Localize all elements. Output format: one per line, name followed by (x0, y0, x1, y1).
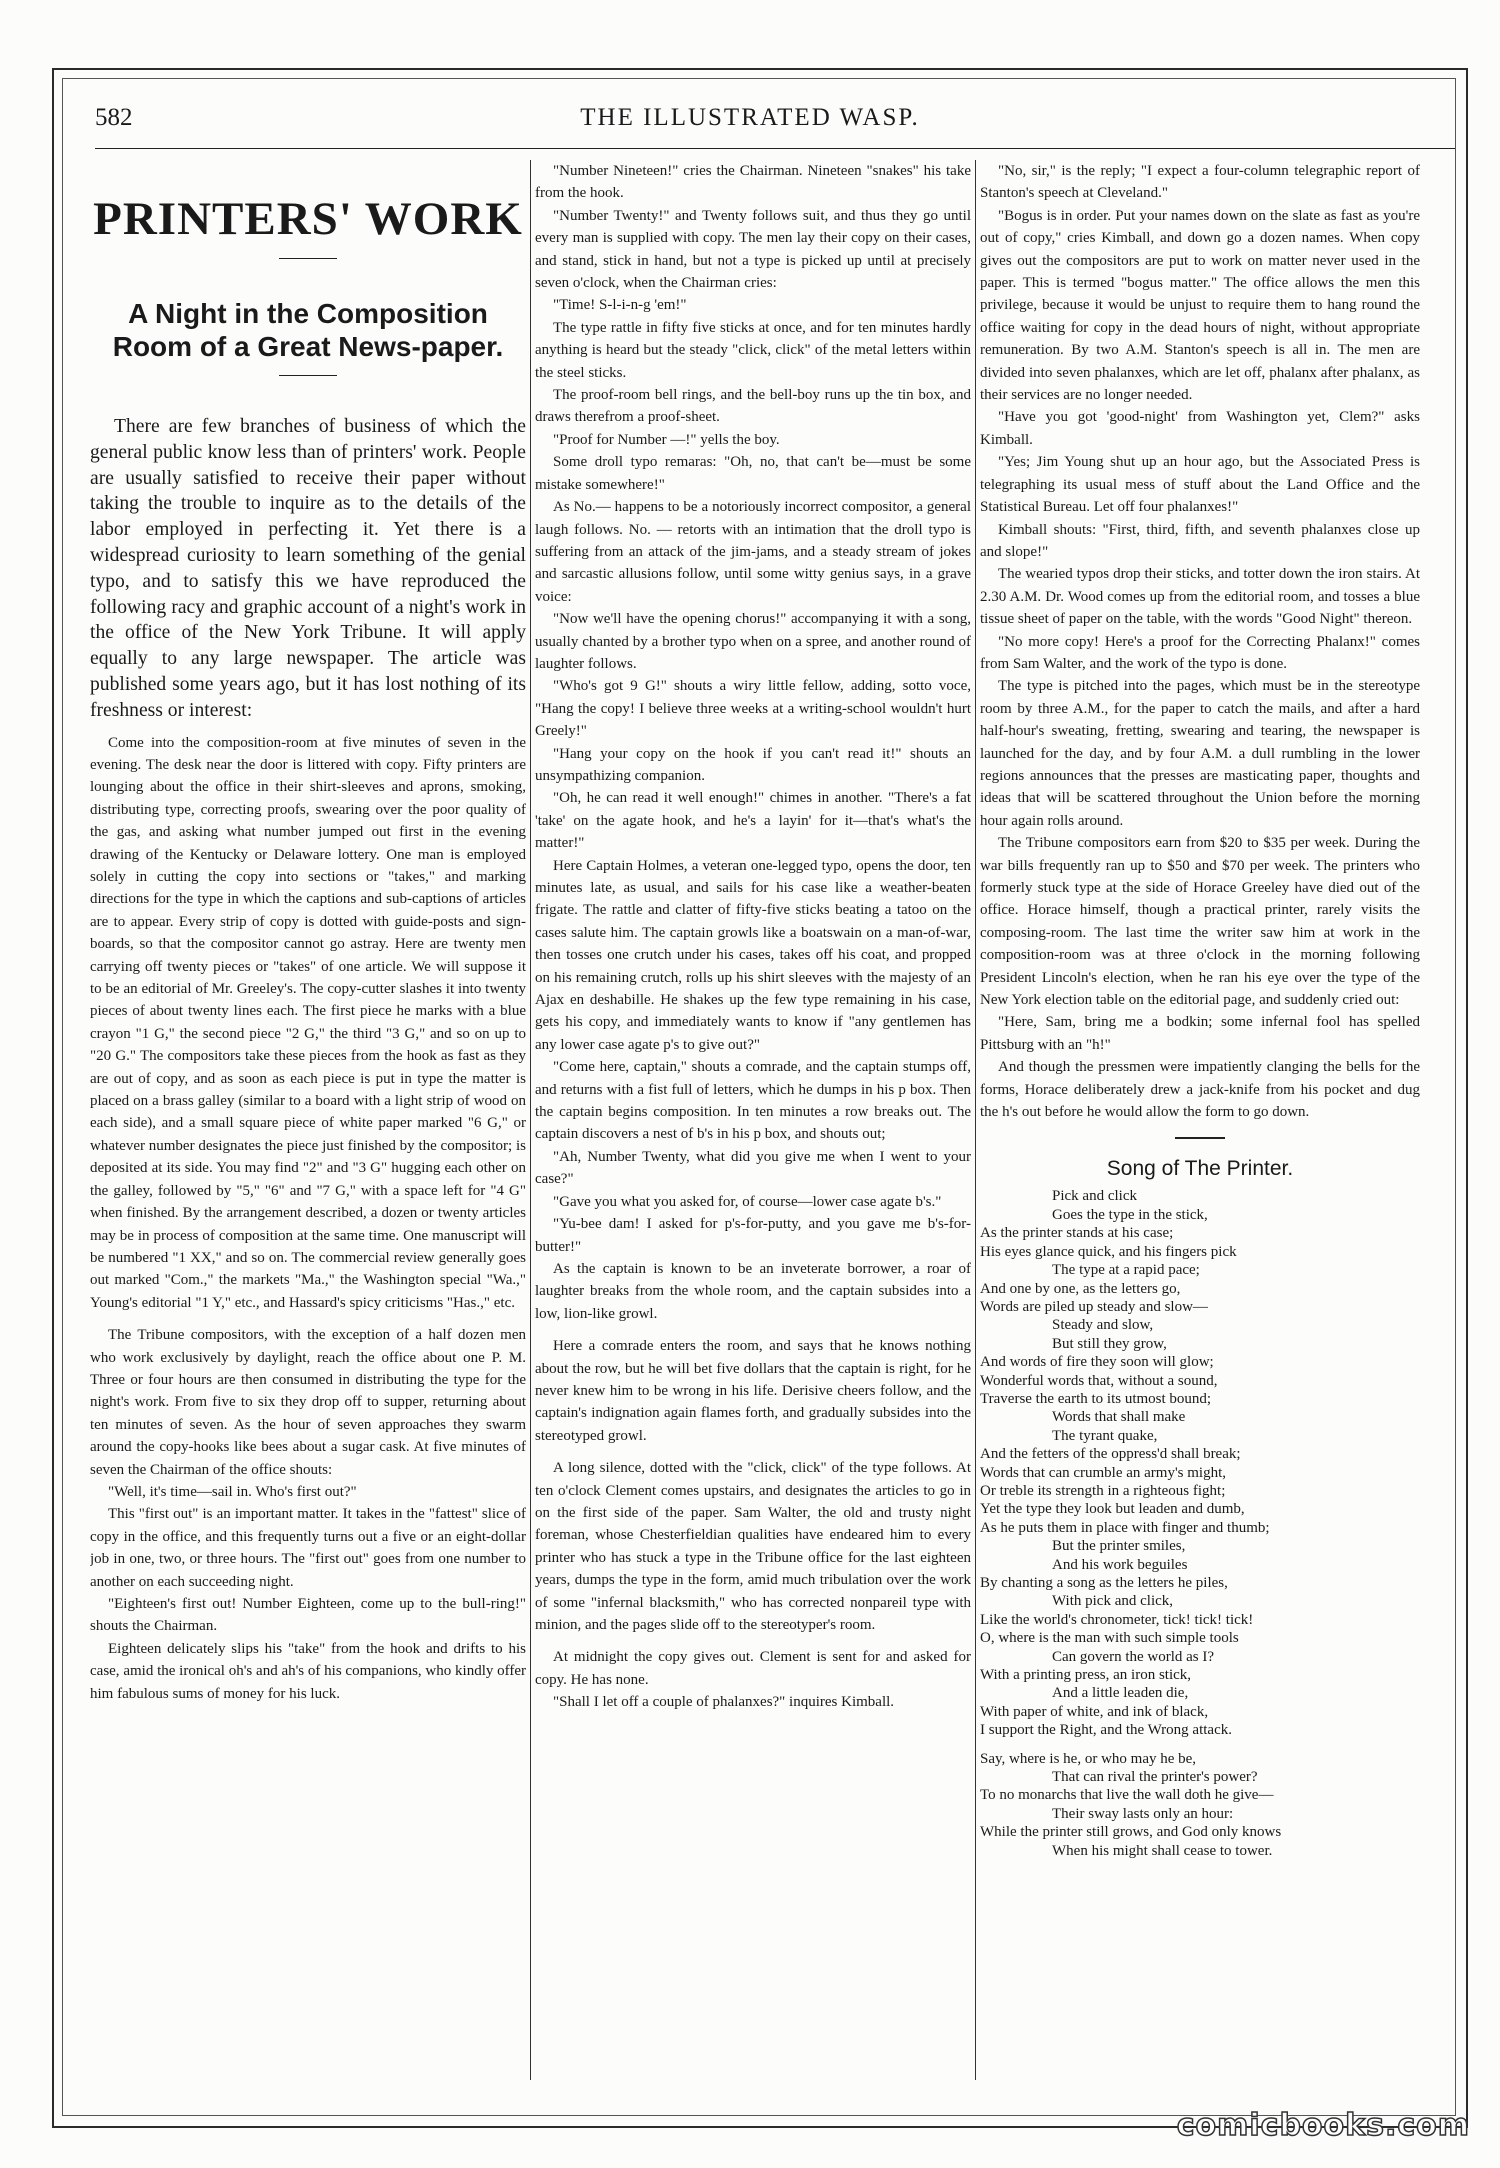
paragraph: "Proof for Number —!" yells the boy. (553, 431, 780, 448)
article-title: PRINTERS' WORK (93, 193, 523, 245)
paragraph: "Well, it's time—sail in. Who's first out?" (108, 1483, 357, 1500)
poem-line: To no monarchs that live the wall doth he give— (980, 1787, 1274, 1804)
poem-line: Steady and slow, (1052, 1317, 1154, 1334)
paragraph: "Number Nineteen!" cries the Chairman. Nineteen "snakes" his take from the hook. (535, 163, 971, 202)
poem-line: That can rival the printer's power? (1052, 1769, 1258, 1786)
paragraph: Kimball shouts: "First, third, fifth, and seventh phalanxes close up and slope!" (980, 521, 1420, 560)
paragraph: "No more copy! Here's a proof for the Correcting Phalanx!" comes from Sam Walter, and the work of the typo is done. (980, 633, 1420, 672)
paragraph: "Gave you what you asked for, of course—lower case agate b's." (553, 1193, 942, 1210)
poem-line: I support the Right, and the Wrong attack. (980, 1722, 1232, 1739)
poem-line: As he puts them in place with finger and thumb; (980, 1519, 1270, 1536)
poem-line: Like the world's chronometer, tick! tick! tick! (980, 1611, 1254, 1628)
paragraph: A long silence, dotted with the "click, click" of the type follows. At ten o'clock Clement comes upstairs, and designates the articles to go in on the first side of the paper. Sam Walter, the old and trusty night foreman, whose Chesterfieldian qualities have endeared him to every printer who has stuck a type in the Tribune office for the last eighteen years, dumps the type in the form, amid much tribulation over the work of some "infernal blacksmith," who has corrected nonpareil type with minion, and the pages slide off to the stereotyper's room. (535, 1460, 971, 1633)
poem-line: O, where is the man with such simple tools (980, 1630, 1239, 1647)
poem-line (980, 1740, 1420, 1750)
poem-line: When his might shall cease to tower. (1052, 1842, 1273, 1859)
page-number: 582 (95, 104, 133, 131)
paragraph: Eighteen delicately slips his "take" from the hook and drifts to his case, amid the ironical oh's and ah's of his companions, who kindly offer him fabulous sums of money for his luck. (90, 1640, 526, 1702)
paragraph: "Shall I let off a couple of phalanxes?" inquires Kimball. (553, 1694, 895, 1711)
paragraph: "Have you got 'good-night' from Washington yet, Clem?" asks Kimball. (980, 409, 1420, 448)
paragraph: As No.— happens to be a notoriously incorrect compositor, a general laugh follows. No. — retorts with an intimation that the droll typo is suffering from an attack of the jim-jams, and a steady stream of jokes and sarcastic allusions follow, until some witty genius says, in a grave voice: (535, 499, 971, 605)
paragraph: The Tribune compositors, with the exception of a half dozen men who work exclusively by daylight, reach the office about one P. M. Three or four hours are then consumed in distributing the type for the night's work. From five to six they drop off to supper, returning about ten minutes of seven. As the hour of seven approaches they swarm around the copy-hooks like bees about a sugar cask. At five minutes of seven the Chairman of the office shouts: (90, 1327, 526, 1478)
paragraph: The Tribune compositors earn from $20 to $35 per week. During the war bills frequently ran up to $50 and $70 per week. The printers who formerly stuck type at the side of Horace Greeley have died out of the office. Horace himself, though a practical printer, rarely visits the composing-room. The last time the writer saw him at work in the composition-room was at three o'clock in the morning following President Lincoln's election, when he ran his eye over the type of the New York election table on the editorial page, and suddenly cried out: (980, 835, 1420, 1009)
poem (980, 1187, 1420, 1860)
poem-line: While the printer still grows, and God only knows (980, 1824, 1282, 1841)
paragraph: "Yu-bee dam! I asked for p's-for-putty, and you gave me b's-for-butter!" (535, 1216, 971, 1255)
article-subtitle: A Night in the Composition Room of a Great News-paper. (112, 298, 504, 362)
poem-line: Their sway lasts only an hour: (1052, 1805, 1234, 1822)
poem-line: Pick and click (1052, 1188, 1137, 1205)
poem-line: As the printer stands at his case; (980, 1225, 1174, 1242)
paragraph: "Here, Sam, bring me a bodkin; some infernal fool has spelled Pittsburg with an "h!" (980, 1014, 1420, 1053)
running-head: THE ILLUSTRATED WASP. (580, 104, 920, 131)
paragraph: The proof-room bell rings, and the bell-boy runs up the tin box, and draws therefrom a proof-sheet. (535, 387, 971, 426)
poem-line: And the fetters of the oppress'd shall break; (980, 1446, 1241, 1463)
poem-line: With paper of white, and ink of black, (980, 1703, 1209, 1720)
article-intro: There are few branches of business of which the general public know less than of printers' work. People are usually satisfied to receive their paper without taking the trouble to inquire as to the details of the labor employed in perfecting it. Yet there is a widespread curiosity to learn something of the genial typo, and to satisfy this we have reproduced the following racy and graphic account of a night's work in the office of the New York Tribune. It will apply equally to any large newspaper. The article was published some years ago, but it has lost nothing of its freshness or interest: (90, 416, 526, 721)
poem-line: His eyes glance quick, and his fingers pick (980, 1243, 1237, 1260)
poem-line: The type at a rapid pace; (1052, 1262, 1200, 1279)
poem-line: Goes the type in the stick, (1052, 1206, 1208, 1223)
poem-line: With pick and click, (1052, 1593, 1174, 1610)
paragraph: "Time! S-l-i-n-g 'em!" (553, 297, 687, 314)
poem-title: Song of The Printer. (1106, 1157, 1294, 1181)
header-rule (95, 148, 1455, 149)
paragraph: The type rattle in fifty five sticks at once, and for ten minutes hardly anything is heard but the steady "click, click" of the metal letters within the steel sticks. (535, 319, 971, 381)
paragraph: And though the pressmen were impatiently clanging the bells for the forms, Horace deliberately drew a jack-knife from his pocket and dug the h's out before he would allow the form to go down. (980, 1059, 1420, 1121)
paragraph: The type is pitched into the pages, which must be in the stereotype room by three A.M., for the paper to catch the mails, and after a hard half-hour's sweating, fretting, swearing and tearing, the newspaper is launched for the day, and by four A.M. a dull rumbling in the lower regions announces that the presses are masticating paper, thoughts and ideas that will be scattered throughout the Union before the morning hour again rolls around. (980, 678, 1420, 829)
poem-line: Wonderful words that, without a sound, (980, 1372, 1218, 1389)
paragraph: Some droll typo remaras: "Oh, no, that can't be—must be some mistake somewhere!" (535, 454, 971, 493)
poem-line: But the printer smiles, (1052, 1538, 1186, 1555)
title-rule (279, 258, 337, 259)
column-rule-2 (975, 160, 976, 2080)
paragraph: Come into the composition-room at five minutes of seven in the evening. The desk near the door is littered with copy. Fifty printers are lounging about the office in their shirt-sleeves and aprons, smoking, distributing type, correcting proofs, swearing over the poor quality of the gas, and asking what number jumped out first in the evening drawing of the Kentucky or Delaware lottery. One man is employed solely in cutting the copy into sections or "takes," and marking directions for the type in which the captions and sub-captions of articles are to appear. Every strip of copy is dotted with guide-posts and sign-boards, so that the compositor cannot go astray. Here are twenty men carrying off twenty pieces or "takes" of one article. We will suppose it to be an editorial of Mr. Greeley's. The copy-cutter slashes it into twenty pieces of about twenty lines each. The first piece he marks with a blue crayon "1 G," the second piece "2 G," the third "3 G," and so on up to "20 G." The compositors take these pieces from the hook as fast as they are out of copy, and as soon as each piece is put in type the matter is placed on a brass galley (similar to a board with a light strip of wood on each side), and a small square piece of white paper marked "6 G," or whatever number designates the piece just finished by the compositor; is deposited at its side. You may find "2" and "3 G" hugging each other on the galley, followed by "5," "6" and "7 G," with a space left for "4 G" when finished. By the arrangement described, a dozen or twenty articles may be in process of composition at the same time. One manuscript will be numbered "1 XX," and so on. The commercial review generally goes out marked "Com.," the markets "Ma.," the Washington special "Wa.," Young's editorial "1 Y," etc., and Hassard's spicy criticisms "Has.," etc. (90, 734, 526, 1311)
paragraph: "Number Twenty!" and Twenty follows suit, and thus they go until every man is supplied with copy. The men lay their copy on their cases, and stand, stick in hand, but not a type is picked up until at precisely seven o'clock, when the Chairman cries: (535, 207, 971, 292)
paragraph: "Oh, he can read it well enough!" chimes in another. "There's a fat 'take' on the agate hook, and he's a layin' for it—that's what's the matter!" (535, 790, 971, 852)
paragraph: "Eighteen's first out! Number Eighteen, come up to the bull-ring!" shouts the Chairman. (90, 1596, 526, 1635)
paragraph: "Yes; Jim Young shut up an hour ago, but the Associated Press is telegraphing its usual mess of stuff about the Land Office and the Statistical Bureau. Let off four phalanxes!" (980, 454, 1420, 516)
watermark-logo: comicbooks.com (1176, 2108, 1470, 2143)
poem-line: But still they grow, (1052, 1335, 1167, 1352)
column-rule-1 (530, 160, 531, 2080)
column-1-body (90, 732, 526, 1705)
poem-divider (1175, 1137, 1225, 1139)
column-3-body (980, 160, 1420, 1123)
paragraph: "Bogus is in order. Put your names down on the slate as fast as you're out of copy," cries Kimball, and down go a dozen names. When copy gives out the compositors are put to work on matter never used in the paper. This is termed "bogus matter." The office allows the men this privilege, because it would be unjust to require them to hang round the office waiting for copy in the dead hours of night, without appropriate remuneration. By two A.M. Stanton's speech is all in. The men are divided into seven phalanxes, which are let off, phalanx after phalanx, as their services are no longer needed. (980, 207, 1420, 404)
paragraph: "Ah, Number Twenty, what did you give me when I went to your case?" (535, 1148, 971, 1188)
paragraph: This "first out" is an important matter. It takes in the "fattest" slice of copy in the office, and this frequently turns out a five or an eight-dollar job in one, two, or three hours. The "first out" goes from one number to another on each succeeding night. (90, 1506, 526, 1590)
poem-line: And one by one, as the letters go, (980, 1280, 1181, 1297)
paragraph: "Now we'll have the opening chorus!" accompanying it with a song, usually chanted by a brother typo when on a spree, and another round of laughter follows. (535, 611, 971, 672)
poem-line: Words are piled up steady and slow— (980, 1298, 1208, 1315)
paragraph: "Who's got 9 G!" shouts a wiry little fellow, adding, sotto voce, "Hang the copy! I believe three weeks at a writing-school wouldn't hurt Greely!" (535, 678, 971, 740)
paragraph: As the captain is known to be an inveterate borrower, a roar of laughter breaks from the whole room, and the captain subsides into a low, lion-like growl. (535, 1260, 971, 1322)
poem-line: Words that shall make (1052, 1409, 1186, 1426)
poem-line: By chanting a song as the letters he piles, (980, 1575, 1228, 1591)
paragraph: The wearied typos drop their sticks, and totter down the iron stairs. At 2.30 A.M. Dr. Wood comes up from the editorial room, and tosses a blue tissue sheet of paper on the table, with the words "Good Night" thereon. (980, 566, 1420, 628)
column-1 (90, 160, 526, 2080)
poem-line: Traverse the earth to its utmost bound; (980, 1390, 1212, 1407)
poem-line: The tyrant quake, (1052, 1427, 1158, 1444)
paragraph: "Come here, captain," shouts a comrade, and the captain stumps off, and returns with a fist full of letters, which he dumps in his p box. Then the captain begins composition. In ten minutes a row breaks out. The captain discovers a nest of b's in his p box, and shouts out; (535, 1059, 971, 1143)
paragraph: Here Captain Holmes, a veteran one-legged typo, opens the door, ten minutes late, as usual, and sails for his case like a weather-beaten frigate. The rattle and clatter of fifty-five sticks beating a tatoo on the cases salute him. The captain growls like a boatswain on a man-of-war, then tosses one crutch under his cases, takes off his coat, and propped on his remaining crutch, rolls up his shirt sleeves with the majesty of an Ajax en deshabille. He shakes up the few type remaining in his case, gets his copy, and immediately wants to know if "any gentlemen has any lower case agate p's to give out?" (535, 857, 971, 1053)
paragraph: Here a comrade enters the room, and says that he knows nothing about the row, but he will bet five dollars that the captain is right, for he never knew him to be wrong in his life. Derisive cheers follow, and the captain's indignation again flames forth, and gradually subsides into the stereotyped growl. (535, 1338, 971, 1444)
poem-line: And a little leaden die, (1052, 1685, 1189, 1702)
poem-line: Say, where is he, or who may he be, (980, 1750, 1197, 1767)
poem-line: Can govern the world as I? (1052, 1648, 1215, 1665)
poem-line: And words of fire they soon will glow; (980, 1354, 1214, 1371)
poem-line: Words that can crumble an army's might, (980, 1464, 1227, 1481)
column-3 (980, 160, 1420, 2080)
column-2-body (535, 160, 971, 1714)
subtitle-rule (279, 375, 337, 376)
poem-line: Or treble its strength in a righteous fight; (980, 1482, 1226, 1499)
paragraph: At midnight the copy gives out. Clement is sent for and asked for copy. He has none. (535, 1649, 971, 1688)
column-2 (535, 160, 971, 2080)
poem-line: Yet the type they look but leaden and dumb, (980, 1501, 1245, 1518)
paragraph: "Hang your copy on the hook if you can't read it!" shouts an unsympathizing companion. (535, 745, 971, 784)
poem-line: And his work beguiles (1052, 1556, 1188, 1573)
poem-line: With a printing press, an iron stick, (980, 1667, 1192, 1684)
paragraph: "No, sir," is the reply; "I expect a four-column telegraphic report of Stanton's speech at Cleveland." (980, 163, 1420, 202)
